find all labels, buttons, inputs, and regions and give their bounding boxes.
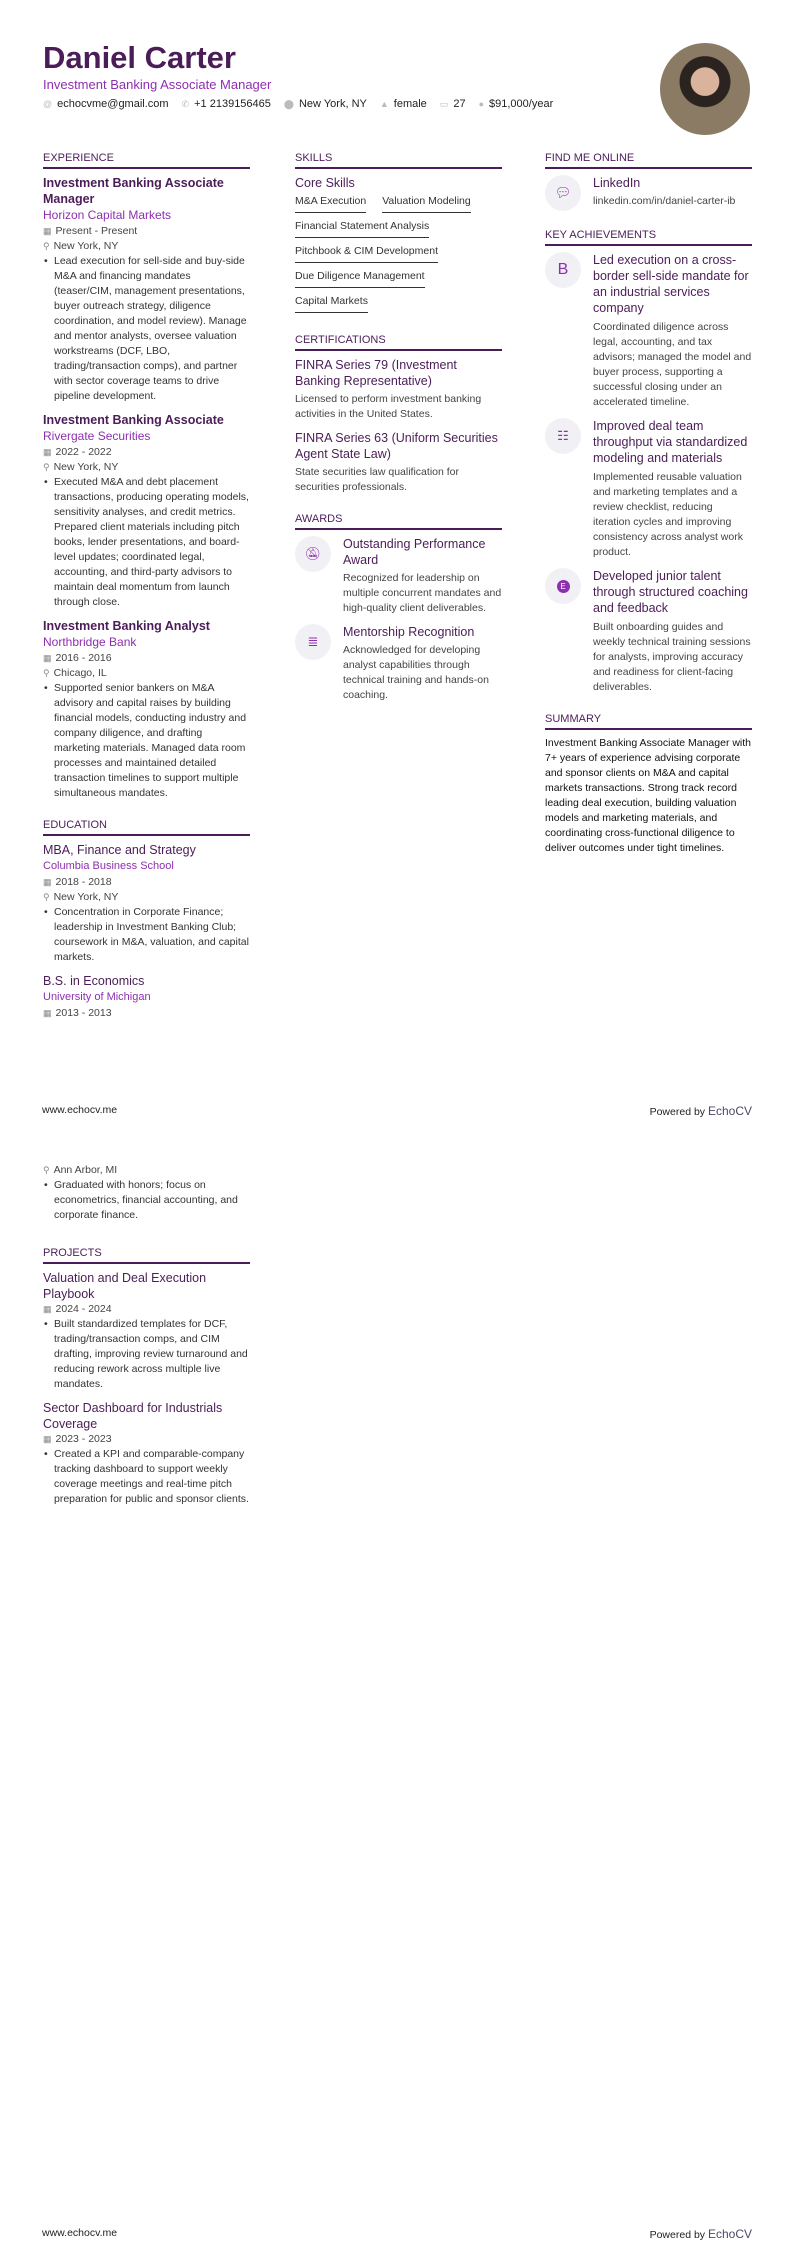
award-icon: 🔕︎ — [295, 536, 331, 572]
cert-name: FINRA Series 63 (Uniform Securities Agent State Law) — [295, 431, 498, 461]
location: New York, NY — [53, 461, 119, 473]
award-entry — [295, 624, 502, 703]
section-title: FIND ME ONLINE — [545, 152, 752, 169]
location-icon: ⚲ — [43, 892, 50, 902]
chat-icon: 💬︎ — [545, 175, 581, 211]
list-icon: ≣ — [295, 624, 331, 660]
projects-section — [43, 1247, 250, 1507]
skill-item: Capital Markets — [295, 291, 368, 313]
education-continued — [43, 1163, 250, 1223]
project-name: Sector Dashboard for Industrials Coverage — [43, 1401, 223, 1431]
skill-item: Due Diligence Management — [295, 266, 425, 288]
phone-icon: ✆ — [181, 99, 190, 109]
brand-name: EchoCV — [707, 2227, 752, 2241]
resume-page-2 — [0, 1123, 794, 2246]
dates: Present - Present — [55, 225, 138, 237]
company: Rivergate Securities — [43, 429, 151, 443]
candidate-title: Investment Banking Associate Manager — [43, 77, 272, 92]
summary-text: Investment Banking Associate Manager with 7+ years of experience advising corporate and sponsor clients on M&A and capital markets transactions. Strong track record leading deal execution, building valuation models and marketing materials, and coordinating cross-functional diligence to deliver outcomes under tight timelines. — [545, 737, 752, 854]
degree: MBA, Finance and Strategy — [43, 843, 196, 857]
bullet: • Graduated with honors; focus on econometrics, financial accounting, and corporate finance. — [43, 1178, 250, 1223]
section-title: KEY ACHIEVEMENTS — [545, 229, 752, 246]
education-entry — [43, 973, 250, 1021]
dates: 2016 - 2016 — [55, 652, 112, 664]
school: University of Michigan — [43, 991, 151, 1003]
experience-section — [43, 152, 250, 801]
contact-location: ⬤ New York, NY — [283, 98, 367, 110]
skill-item: Pitchbook & CIM Development — [295, 241, 438, 263]
cert-desc: State securities law qualification for securities professionals. — [295, 466, 459, 493]
company: Northbridge Bank — [43, 635, 137, 649]
left-column — [43, 152, 250, 1039]
calendar-icon: ▦ — [43, 1434, 52, 1444]
location: Chicago, IL — [53, 667, 107, 679]
left-column-continued — [43, 1163, 250, 1525]
education-entry — [43, 842, 250, 965]
contact-row — [43, 98, 553, 110]
achievement-entry — [545, 418, 752, 560]
contact-email: @ echocvme@gmail.com — [43, 98, 169, 110]
location: Ann Arbor, MI — [53, 1164, 118, 1176]
section-title: EXPERIENCE — [43, 152, 250, 169]
job-title: Investment Banking Analyst — [43, 619, 210, 633]
awards-section — [295, 513, 502, 703]
location-icon: ⚲ — [43, 1165, 50, 1175]
profile-photo — [660, 43, 750, 135]
achievement-entry — [545, 568, 752, 695]
project-entry — [43, 1400, 250, 1507]
dates: 2024 - 2024 — [55, 1303, 112, 1315]
section-title: SUMMARY — [545, 713, 752, 730]
calendar-icon: ▦ — [43, 447, 52, 457]
online-section — [545, 152, 752, 211]
education-section — [43, 819, 250, 1021]
summary-section — [545, 713, 752, 856]
achievement-title: Improved deal team throughput via standardized modeling and materials — [593, 419, 748, 465]
calendar-icon: ▦ — [43, 877, 52, 887]
award-name: Mentorship Recognition — [343, 625, 475, 639]
dates: 2022 - 2022 — [55, 446, 112, 458]
degree: B.S. in Economics — [43, 974, 145, 988]
bullet: • Created a KPI and comparable-company tracking dashboard to support weekly coverage meetings and real-time pitch preparation for public and sponsor clients. — [43, 1447, 250, 1507]
section-title: EDUCATION — [43, 819, 250, 836]
skill-group-title: Core Skills — [295, 176, 355, 190]
link-name: LinkedIn — [593, 176, 641, 190]
brand-name: EchoCV — [707, 1104, 752, 1118]
location-icon: ⬤ — [283, 99, 294, 109]
footer-site-link[interactable]: www.echocv.me — [42, 2227, 118, 2239]
contact-phone: ✆ +1 2139156465 — [181, 98, 271, 110]
skills-section — [295, 152, 502, 316]
award-name: Outstanding Performance Award — [343, 537, 486, 567]
footer-site-link[interactable]: www.echocv.me — [42, 1104, 118, 1116]
sliders-icon: ☷ — [545, 418, 581, 454]
bullet: • Lead execution for sell-side and buy-side M&A and financing mandates (teaser/CIM, management presentations, buyer outreach strategy, diligence coordination, and model review). Manage and mentor analysts, oversee valuation workstreams (DCF, LBO, trading/transaction comps), and partner with sector coverage teams to drive pipeline development. — [43, 254, 250, 404]
achievement-desc: Built onboarding guides and weekly technical training sessions for analysts, improving accuracy and readiness for client-facing deliverables. — [593, 621, 751, 693]
link-url[interactable]: linkedin.com/in/daniel-carter-ib — [593, 195, 736, 207]
middle-column — [295, 152, 502, 721]
at-icon: @ — [43, 99, 53, 109]
experience-entry — [43, 175, 250, 404]
right-column — [545, 152, 752, 874]
achievement-desc: Implemented reusable valuation and marketing templates and a review checklist, reducing iteration cycles and improving consistency across analyst work product. — [593, 471, 743, 558]
skill-item: Financial Statement Analysis — [295, 216, 429, 238]
achievement-desc: Coordinated diligence across legal, accounting, and tax advisors; managed the model and buyer process, supporting a successful closing under an accelerated timeline. — [593, 321, 752, 408]
letter-b-icon: B — [545, 252, 581, 288]
calendar-icon: ▦ — [43, 653, 52, 663]
cert-name: FINRA Series 79 (Investment Banking Representative) — [295, 358, 457, 388]
certifications-section — [295, 334, 502, 495]
project-name: Valuation and Deal Execution Playbook — [43, 1271, 207, 1301]
section-title: AWARDS — [295, 513, 502, 530]
section-title: CERTIFICATIONS — [295, 334, 502, 351]
company: Horizon Capital Markets — [43, 208, 172, 222]
powered-label: Powered by — [649, 1106, 706, 1118]
location: New York, NY — [53, 891, 119, 903]
job-title: Investment Banking Associate Manager — [43, 176, 224, 206]
bullet: • Concentration in Corporate Finance; leadership in Investment Banking Club; coursework in M&A, valuation, and capital markets. — [43, 905, 250, 965]
section-title: PROJECTS — [43, 1247, 250, 1264]
footer-powered-by[interactable] — [650, 1104, 752, 1118]
bullet: • Built standardized templates for DCF, trading/transaction comps, and CIM drafting, improving review turnaround and reducing rework across multiple live mandates. — [43, 1317, 250, 1392]
location: New York, NY — [53, 240, 119, 252]
dates: 2018 - 2018 — [55, 876, 112, 888]
skill-item: Valuation Modeling — [382, 191, 471, 213]
achievement-title: Led execution on a cross-border sell-side mandate for an industrial services company — [593, 253, 749, 315]
calendar-icon: ▭ — [439, 99, 449, 109]
money-icon: ● — [478, 99, 485, 109]
calendar-icon: ▦ — [43, 1304, 52, 1314]
award-entry — [295, 536, 502, 616]
calendar-icon: ▦ — [43, 1008, 52, 1018]
dates: 2013 - 2013 — [55, 1007, 112, 1019]
contact-age: ▭ 27 — [439, 98, 466, 110]
cert-desc: Licensed to perform investment banking activities in the United States. — [295, 393, 482, 420]
candidate-name: Daniel Carter — [43, 40, 236, 75]
achievement-entry — [545, 252, 752, 410]
contact-salary: ● $91,000/year — [478, 98, 554, 110]
linkedin-link[interactable] — [545, 175, 752, 211]
person-icon: ▲ — [379, 99, 389, 109]
award-desc: Recognized for leadership on multiple concurrent mandates and high-quality client deliverables. — [343, 572, 502, 614]
letter-e-icon: E — [545, 568, 581, 604]
experience-entry — [43, 412, 250, 610]
experience-entry — [43, 618, 250, 801]
powered-label: Powered by — [649, 2229, 706, 2241]
calendar-icon: ▦ — [43, 226, 52, 236]
achievements-section — [545, 229, 752, 695]
job-title: Investment Banking Associate — [43, 413, 224, 427]
bullet: • Supported senior bankers on M&A advisory and capital raises by building financial models, conducting industry and company diligence, and drafting marketing materials. Managed data room processes and maintained detailed transaction timelines to support multiple simultaneous mandates. — [43, 681, 250, 801]
dates: 2023 - 2023 — [55, 1433, 112, 1445]
location-icon: ⚲ — [43, 668, 50, 678]
section-title: SKILLS — [295, 152, 502, 169]
footer-powered-by[interactable] — [650, 2227, 752, 2241]
skill-item: M&A Execution — [295, 191, 366, 213]
contact-gender: ▲ female — [379, 98, 427, 110]
school: Columbia Business School — [43, 860, 174, 872]
location-icon: ⚲ — [43, 241, 50, 251]
award-desc: Acknowledged for developing analyst capabilities through technical training and hands-on coaching. — [343, 644, 489, 701]
project-entry — [43, 1270, 250, 1392]
location-icon: ⚲ — [43, 462, 50, 472]
achievement-title: Developed junior talent through structured coaching and feedback — [593, 569, 748, 615]
bullet: • Executed M&A and debt placement transactions, producing operating models, sensitivity analyses, and credit metrics. Prepared client materials including pitch books, lender presentations, and board-level updates; coordinated legal, accounting, and third-party advisors to maintain deal momentum from launch through close. — [43, 475, 250, 610]
